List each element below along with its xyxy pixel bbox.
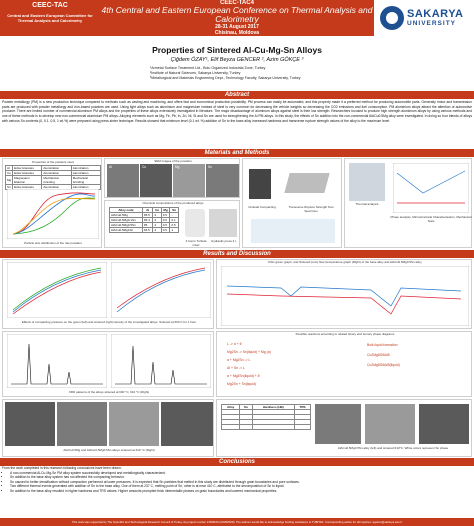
composition-cell: AlACu0.5Mg0.5Sn	[110, 223, 143, 228]
powders-cell: Atomization	[42, 171, 71, 176]
psd-chart	[7, 189, 99, 239]
turbula-mixer-image	[185, 209, 205, 237]
composition-cell: 4	[153, 218, 161, 223]
press-image	[209, 209, 237, 237]
authors: Çiğdem ÖZAY¹, Elif Beyza GENCER ², Azim GÖKÇE ³	[170, 57, 304, 63]
composition-cell: 1	[170, 228, 179, 233]
process-label-4: Phase analysis, Microstructural Characterisation, Mechanical Tests	[390, 215, 472, 223]
composition-cell: 0.5	[161, 218, 170, 223]
composition-row	[110, 228, 179, 233]
section-conclusions: Conclusions	[0, 458, 474, 466]
reaction-item: α + Mg2Sn -> L	[227, 358, 251, 362]
xrd-panel	[2, 331, 214, 397]
micrograph-2	[57, 402, 107, 446]
process-panel	[242, 158, 342, 248]
psd-caption: Particle size distribution of the raw powders	[24, 241, 82, 245]
reaction-item: Al + Sn -> L	[227, 366, 245, 370]
affiliation-3: ³Metallurgical and Materials Engineering Dept., Technology Faculty, Sakarya University, Turkey	[150, 76, 301, 80]
conclusions-block	[2, 466, 472, 516]
sem-label-al: Al	[109, 165, 112, 169]
powders-cell: Ecka Granules	[13, 171, 42, 176]
conclusions-list	[2, 471, 472, 494]
affiliations	[150, 66, 400, 81]
powders-cell: Atomization	[71, 185, 100, 190]
ceec-title: CEEC-TAC	[32, 2, 68, 9]
composition-cell: 4	[153, 228, 161, 233]
compacting-die-image	[249, 169, 271, 199]
powders-cell: Ecka Granules	[13, 166, 42, 171]
composition-header: Mg	[161, 208, 170, 213]
powders-row	[6, 176, 101, 185]
composition-cell: 95	[142, 223, 153, 228]
affiliation-2: ²Institute of Natural Sciences, Sakarya University, Turkey	[150, 71, 241, 75]
section-abstract: Abstract	[0, 91, 474, 99]
powders-cell: Atomization	[42, 185, 71, 190]
xrd-caption: XRD patterns of the alloys sintered at 600 °C, 610 °C (Right)	[68, 390, 150, 394]
powders-cell: Atomization	[71, 171, 100, 176]
properties-panel	[216, 399, 472, 457]
powders-cell: Atomization	[42, 166, 71, 171]
powders-row	[6, 166, 101, 171]
micro-caption: AlACu0.5Mg and AlACu0.5Mg0.5Sn alloys sintered at 610 °C (Right)	[63, 448, 155, 452]
powders-cell: Mechanical Grinding	[71, 176, 100, 185]
dsc-panel	[216, 259, 472, 329]
eds-caption: AlACu0.5Mg0.5Sn alloy (left) and sintered 610°C. White colors represent Sn phase	[337, 446, 449, 450]
conclusion-item: • Two different thermal events generated with addition of Sn to the base alloy. One of them at 237 C, melting point of Sn, other is at near 410 C, attributed to the decomposition of Sn to liquid.	[10, 484, 472, 489]
composition-cell: 0.5	[170, 223, 179, 228]
process-label-2: Uniaxial Compacting	[248, 205, 276, 209]
sem-caption: SEM images of the powders	[154, 159, 192, 163]
composition-table	[109, 207, 179, 233]
composition-header: Cu	[153, 208, 161, 213]
compaction-caption: Effects of compacting pressure on the green (left) and sintered (right) density of the investigated alloys. Sintered at 600 C for 1 hour	[21, 320, 197, 324]
conclusion-item: • Sn addition to the base alloy system has not affected the compacting behavior.	[10, 475, 472, 480]
composition-cell: AlACu0.5Mg0.1Sn	[110, 218, 143, 223]
reaction-item: L -> α + θ	[227, 342, 242, 346]
process-label-3: Transverse Rupture Strength Test Specimen	[288, 205, 334, 213]
composition-cell: 0.5	[161, 223, 170, 228]
poster-header	[0, 0, 474, 40]
composition-header: Alloy code	[110, 208, 143, 213]
reaction-item: Mg2Sn -> Sn(liquid) + Mg (α)	[227, 350, 271, 354]
reactions-caption: Possible reactions according to related binary and ternary phase diagrams	[295, 332, 395, 336]
composition-cell: 0.5	[161, 228, 170, 233]
micro-panel	[2, 399, 214, 457]
micrograph-3	[109, 402, 159, 446]
powders-cell: Mechanical Grinding	[42, 176, 71, 185]
conclusion-item: • A non-commercial Al-Cu-Mg-Sn PM alloy system successfully developed and metallurgically characterized.	[10, 471, 472, 476]
micrograph-4	[161, 402, 213, 446]
composition-cell: AlACu0.5Mg1Sn	[110, 228, 143, 233]
conclusions-intro: From the work completed in this research following conclusions have been drawn:	[2, 466, 122, 470]
poster-title: Properties of Sintered Al-Cu-Mg-Sn Alloys	[152, 45, 322, 55]
powders-table	[5, 165, 101, 190]
powders-cell: Mg	[6, 176, 13, 185]
section-results: Results and Discussion	[0, 250, 474, 258]
dsc-chart	[221, 266, 469, 326]
banner-title: 4th Central and Eastern European Conference on Thermal Analysis and Calorimetry	[101, 5, 373, 24]
powders-cell: Ecka Granules	[13, 185, 42, 190]
powders-panel	[2, 158, 102, 248]
conference-banner	[100, 0, 374, 36]
reaction-item: α + Mg2Sn(liquid) + θ	[227, 374, 260, 378]
ceec-subtitle: Central and Eastern European Committee for Thermal Analysis and Calorimetry	[7, 13, 93, 23]
thermal-panel	[344, 158, 472, 248]
banner-top: CEEC-TAC4	[220, 0, 254, 6]
affiliation-1: ¹Armetal Surface Treatment Ltd., Bolu Organized Industrial Zone, Turkey	[150, 66, 266, 70]
banner-dates: 28-31 August 2017	[215, 24, 259, 30]
thermal-instrument-image	[349, 163, 385, 201]
composition-header: Al	[142, 208, 153, 213]
reaction-right-item: Bulk liquid formation	[367, 343, 398, 347]
abstract-text: Powder metallurgy (PM) is a new production technique compared to methods such as casting and machining, and offers fast and economical production possibility. PM process can easily be automated, and this property made it a preferred method for producing automobile parts. Generally motor and transmission parts are produced with powder metallurgy and iron-based powders are used. Using light alloys such as aluminium and magnesium instead of steel is very common for decreasing the vehicle weights so decreasing the CO2 emissions and fuel consumption. PM aluminium alloys attract the attention of automotive producer. There are limited number of commercial aluminum PM alloys and the properties of these alloys extensively investigated in literature. The major disadvantage of aluminum alloys against steel is their low strength. Researchers focused to produce high strength aluminium alloys by using various methods and one of these methods is to develop new non-commercial aluminium PM alloys. Alloying elements such as Mg, Fe, Pb, In, Zn, Ni, Si and Sn are used for strengthening the Al PM alloys. In this study, the effects of Sn addition into the non-commercial AlACu0.5Mg alloy were investigated. In doing so four blends of alloys with various Sn contents (0, 0.1, 0.5, 1 wt.%) were prepared using press-sinter technique. Results showed that minimum level (0.1 wt. %) addition of Sn to the base alloy increased hardness and transverse rupture strength values of the alloy to the maximum level.	[2, 100, 472, 123]
reactions-list	[227, 340, 367, 388]
university-seal-icon	[380, 6, 404, 30]
reaction-right-item: Cu2Mg8Si6Al5(liquid)	[367, 363, 400, 367]
powders-cell: Atomization	[71, 166, 100, 171]
composition-cell: -	[170, 213, 179, 218]
properties-header: Alloy	[222, 405, 240, 410]
composition-cell: 94.5	[142, 228, 153, 233]
logo-name: SAKARYA	[407, 8, 464, 20]
composition-cell: 0.5	[161, 213, 170, 218]
university-logo	[374, 0, 474, 36]
sem-label-sn: Sn	[208, 165, 212, 169]
reactions-right-list	[367, 340, 467, 370]
powders-row	[6, 171, 101, 176]
powders-cell: Al	[6, 166, 13, 171]
sem-powders-panel	[104, 158, 240, 198]
micrograph-1	[5, 402, 55, 446]
characterisation-image	[251, 219, 335, 243]
powders-cell: Magnesium Elektron	[13, 176, 42, 185]
properties-header: TRS	[294, 405, 310, 410]
composition-caption: Chemical compositions of the produced alloys	[142, 201, 204, 205]
reaction-right-item: Cu2Mg8Si6Al5	[367, 353, 390, 357]
composition-cell: AlACu0.5Mg	[110, 213, 143, 218]
process-label-1: 3 hours Turbula mixer	[185, 239, 207, 247]
compaction-panel	[2, 259, 214, 329]
sintered-density-chart	[111, 262, 211, 318]
composition-panel	[104, 200, 240, 248]
conclusion-item: • Sn caused to better densification without compaction performed at lower pressures. It is expected that Sn particles that melted in this study are distributed through grain boundaries and pore surfaces.	[10, 480, 472, 485]
composition-header: Sn	[170, 208, 179, 213]
dsc-caption: DSC green graph, and Sintered (rum) flow (temperature graph (Right) of the base alloy and AlACu0.5Mg0.5Sn alloy	[268, 260, 422, 264]
xrd-chart-600	[7, 334, 107, 388]
conclusion-item: • Sn addition to the base alloy resulted in higher hardness and TRS values. Higher amounts prompted thick intermetallic phases on grain boundaries and lowered mechanical properties.	[10, 489, 472, 494]
composition-cell: 0.1	[170, 218, 179, 223]
footer: This work was supported by The Scientific and Technological Research Council of Turkey via project number 215M109 (2015M109). The authors would like to acknowledge funding assistance to TUBITAK. Corresponding author for all inquiries: agokce@sakarya.edu.tr	[0, 518, 474, 526]
xrd-chart-610	[111, 334, 211, 388]
specimen-image	[284, 173, 329, 193]
composition-cell: 95.4	[142, 218, 153, 223]
properties-table	[221, 404, 311, 430]
composition-cell: 4	[153, 213, 161, 218]
phase-diagram-chart	[393, 163, 469, 213]
logo-sub: UNIVERSITY	[407, 20, 457, 27]
powders-title: Properties of the powders used	[32, 160, 74, 164]
reactions-panel	[216, 331, 472, 397]
powders-cell: Sn	[7, 185, 11, 189]
eds-image-2	[365, 404, 415, 444]
reaction-item: Mg2Sn + Sn(liquid)	[227, 382, 256, 386]
thermal-caption: Thermal analysis	[355, 202, 379, 206]
green-density-chart	[7, 262, 107, 318]
properties-header: Sn	[240, 405, 252, 410]
composition-cell: 95.5	[142, 213, 153, 218]
properties-header: Hardness (HB)	[252, 405, 294, 410]
process-label-0: Hydraulic press 4 t.	[211, 239, 237, 243]
sem-label-mg: Mg	[175, 165, 180, 169]
banner-place: Chisinau, Moldova	[214, 30, 260, 36]
eds-image-1	[315, 404, 361, 444]
sem-label-cu: Cu	[142, 165, 147, 169]
ceec-logo-box	[0, 0, 100, 36]
powders-cell: Cu	[7, 171, 11, 175]
eds-image-3	[419, 404, 469, 444]
composition-cell: 4	[153, 223, 161, 228]
section-materials: Materials and Methods	[0, 149, 474, 157]
